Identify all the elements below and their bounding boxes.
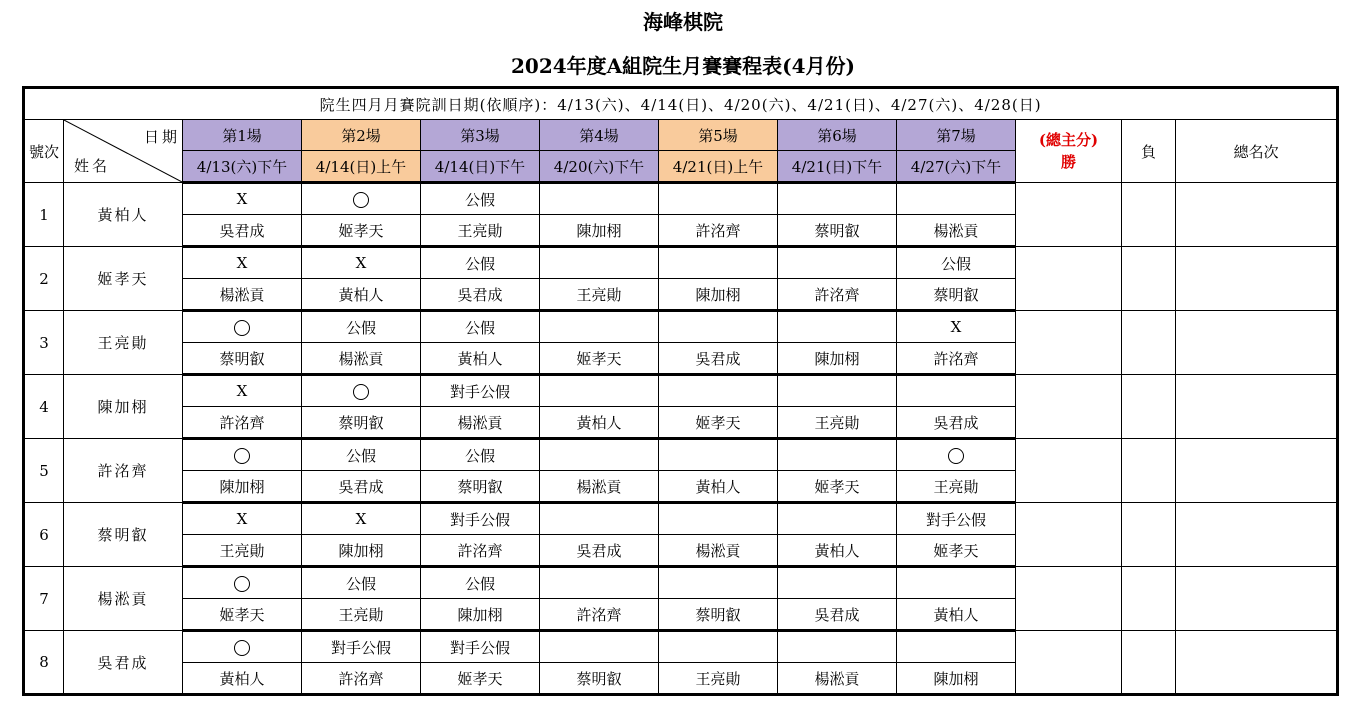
- opponent-cell: 吳君成: [659, 343, 778, 375]
- rank-cell: [1176, 375, 1338, 439]
- result-cell: [183, 567, 302, 599]
- player-number: 3: [24, 311, 64, 375]
- player-number: 4: [24, 375, 64, 439]
- player-result-row: [24, 247, 1338, 279]
- round-label-1: 第1場: [183, 120, 302, 151]
- round-date-4: 4/20(六)下午: [540, 151, 659, 183]
- opponent-cell: 黃柏人: [302, 279, 421, 311]
- player-result-row: [24, 375, 1338, 407]
- result-cell: 公假: [302, 567, 421, 599]
- result-cell: [540, 183, 659, 215]
- opponent-cell: 許洺齊: [659, 215, 778, 247]
- win-circle-icon: [234, 640, 250, 656]
- result-cell: [659, 503, 778, 535]
- opponent-cell: 許洺齊: [778, 279, 897, 311]
- opponent-cell: 姬孝天: [778, 471, 897, 503]
- result-cell: [778, 567, 897, 599]
- result-cell: [897, 439, 1016, 471]
- opponent-cell: 黃柏人: [659, 471, 778, 503]
- rank-cell: [1176, 247, 1338, 311]
- rank-cell: [1176, 567, 1338, 631]
- loss-cell: [1122, 439, 1176, 503]
- result-cell: [659, 183, 778, 215]
- opponent-cell: 許洺齊: [540, 599, 659, 631]
- player-name: 姬孝天: [64, 247, 183, 311]
- round-label-6: 第6場: [778, 120, 897, 151]
- opponent-cell: 吳君成: [540, 535, 659, 567]
- result-cell: 公假: [421, 567, 540, 599]
- opponent-cell: 王亮勛: [897, 471, 1016, 503]
- player-number: 6: [24, 503, 64, 567]
- points-cell: [1016, 311, 1122, 375]
- opponent-cell: 王亮勛: [540, 279, 659, 311]
- result-cell: [540, 375, 659, 407]
- points-cell: [1016, 631, 1122, 695]
- opponent-cell: 吳君成: [302, 471, 421, 503]
- result-cell: [540, 567, 659, 599]
- result-cell: [540, 439, 659, 471]
- opponent-cell: 黃柏人: [897, 599, 1016, 631]
- player-number: 5: [24, 439, 64, 503]
- opponent-cell: 陳加栩: [302, 535, 421, 567]
- result-cell: [540, 503, 659, 535]
- opponent-cell: 楊淞貢: [421, 407, 540, 439]
- result-cell: [778, 631, 897, 663]
- opponent-cell: 蔡明叡: [183, 343, 302, 375]
- opponent-cell: 楊淞貢: [778, 663, 897, 695]
- opponent-cell: 姬孝天: [659, 407, 778, 439]
- player-name: 黃柏人: [64, 183, 183, 247]
- opponent-cell: 王亮勛: [183, 535, 302, 567]
- opponent-cell: 許洺齊: [421, 535, 540, 567]
- player-name: 蔡明叡: [64, 503, 183, 567]
- player-number: 7: [24, 567, 64, 631]
- result-cell: X: [183, 503, 302, 535]
- org-title: 海峰棋院: [643, 10, 723, 34]
- points-cell: [1016, 503, 1122, 567]
- result-cell: X: [183, 183, 302, 215]
- result-cell: [897, 183, 1016, 215]
- result-cell: [659, 375, 778, 407]
- opponent-cell: 陳加栩: [421, 599, 540, 631]
- result-cell: [659, 439, 778, 471]
- opponent-cell: 蔡明叡: [659, 599, 778, 631]
- loss-cell: [1122, 503, 1176, 567]
- win-circle-icon: [234, 320, 250, 336]
- points-cell: [1016, 567, 1122, 631]
- result-cell: [897, 375, 1016, 407]
- opponent-cell: 黃柏人: [778, 535, 897, 567]
- opponent-cell: 陳加栩: [183, 471, 302, 503]
- opponent-cell: 楊淞貢: [183, 279, 302, 311]
- result-cell: 公假: [421, 311, 540, 343]
- opponent-cell: 姬孝天: [540, 343, 659, 375]
- name-label: 姓名: [74, 157, 111, 175]
- result-cell: [302, 183, 421, 215]
- result-cell: 公假: [421, 183, 540, 215]
- opponent-cell: 蔡明叡: [302, 407, 421, 439]
- win-circle-icon: [948, 448, 964, 464]
- result-cell: [659, 311, 778, 343]
- loss-cell: [1122, 375, 1176, 439]
- opponent-cell: 許洺齊: [302, 663, 421, 695]
- loss-cell: [1122, 631, 1176, 695]
- player-result-row: [24, 311, 1338, 343]
- result-cell: X: [183, 375, 302, 407]
- result-cell: 公假: [421, 247, 540, 279]
- result-cell: [302, 375, 421, 407]
- opponent-cell: 蔡明叡: [421, 471, 540, 503]
- opponent-cell: 姬孝天: [302, 215, 421, 247]
- opponent-cell: 許洺齊: [897, 343, 1016, 375]
- opponent-cell: 王亮勛: [778, 407, 897, 439]
- win-circle-icon: [353, 192, 369, 208]
- rank-cell: [1176, 311, 1338, 375]
- result-cell: [183, 631, 302, 663]
- round-label-3: 第3場: [421, 120, 540, 151]
- player-name: 陳加栩: [64, 375, 183, 439]
- opponent-cell: 王亮勛: [659, 663, 778, 695]
- opponent-cell: 蔡明叡: [897, 279, 1016, 311]
- player-name: 許洺齊: [64, 439, 183, 503]
- rank-cell: [1176, 631, 1338, 695]
- rank-header: 總名次: [1176, 120, 1338, 183]
- training-dates-line: 院生四月月賽院訓日期(依順序)：4/13(六)、4/14(日)、4/20(六)、4/21(日)、4/27(六)、4/28(日): [24, 88, 1338, 120]
- seq-header: 號次: [24, 120, 64, 183]
- round-date-2: 4/14(日)上午: [302, 151, 421, 183]
- opponent-cell: 吳君成: [778, 599, 897, 631]
- result-cell: 對手公假: [897, 503, 1016, 535]
- rank-cell: [1176, 439, 1338, 503]
- player-name: 王亮勛: [64, 311, 183, 375]
- opponent-cell: 楊淞貢: [540, 471, 659, 503]
- opponent-cell: 陳加栩: [540, 215, 659, 247]
- points-cell: [1016, 439, 1122, 503]
- opponent-cell: 蔡明叡: [778, 215, 897, 247]
- result-cell: [897, 631, 1016, 663]
- result-cell: [897, 567, 1016, 599]
- result-cell: [778, 247, 897, 279]
- result-cell: [659, 631, 778, 663]
- result-cell: 對手公假: [302, 631, 421, 663]
- result-cell: 公假: [421, 439, 540, 471]
- win-circle-icon: [234, 448, 250, 464]
- result-cell: [183, 311, 302, 343]
- player-number: 1: [24, 183, 64, 247]
- player-result-row: [24, 567, 1338, 599]
- player-name: 楊淞貢: [64, 567, 183, 631]
- opponent-cell: 王亮勛: [302, 599, 421, 631]
- opponent-cell: 吳君成: [897, 407, 1016, 439]
- opponent-cell: 黃柏人: [540, 407, 659, 439]
- opponent-cell: 姬孝天: [183, 599, 302, 631]
- result-cell: [778, 439, 897, 471]
- result-cell: X: [302, 503, 421, 535]
- loss-cell: [1122, 567, 1176, 631]
- round-date-1: 4/13(六)下午: [183, 151, 302, 183]
- round-date-6: 4/21(日)下午: [778, 151, 897, 183]
- result-cell: [540, 311, 659, 343]
- player-number: 8: [24, 631, 64, 695]
- rank-cell: [1176, 503, 1338, 567]
- result-cell: X: [183, 247, 302, 279]
- player-result-row: [24, 631, 1338, 663]
- player-number: 2: [24, 247, 64, 311]
- result-cell: [778, 183, 897, 215]
- loss-header: 負: [1122, 120, 1176, 183]
- result-cell: 公假: [302, 439, 421, 471]
- result-cell: 公假: [897, 247, 1016, 279]
- opponent-cell: 楊淞貢: [659, 535, 778, 567]
- win-circle-icon: [353, 384, 369, 400]
- date-name-header: [64, 120, 183, 183]
- result-cell: 對手公假: [421, 503, 540, 535]
- result-cell: 對手公假: [421, 375, 540, 407]
- result-cell: [778, 311, 897, 343]
- loss-cell: [1122, 247, 1176, 311]
- opponent-cell: 蔡明叡: [540, 663, 659, 695]
- opponent-cell: 姬孝天: [421, 663, 540, 695]
- points-cell: [1016, 375, 1122, 439]
- points-label: (總主分): [1038, 131, 1099, 149]
- opponent-cell: 陳加栩: [897, 663, 1016, 695]
- round-date-3: 4/14(日)下午: [421, 151, 540, 183]
- win-label: 勝: [1060, 153, 1076, 171]
- player-result-row: [24, 503, 1338, 535]
- opponent-cell: 王亮勛: [421, 215, 540, 247]
- opponent-cell: 陳加栩: [778, 343, 897, 375]
- date-label: 日期: [143, 128, 180, 146]
- result-cell: [659, 567, 778, 599]
- points-cell: [1016, 183, 1122, 247]
- round-label-2: 第2場: [302, 120, 421, 151]
- round-date-7: 4/27(六)下午: [897, 151, 1016, 183]
- result-cell: [659, 247, 778, 279]
- result-cell: [778, 503, 897, 535]
- opponent-cell: 黃柏人: [183, 663, 302, 695]
- opponent-cell: 許洺齊: [183, 407, 302, 439]
- points-win-header: [1016, 120, 1122, 183]
- player-name: 吳君成: [64, 631, 183, 695]
- points-cell: [1016, 247, 1122, 311]
- result-cell: X: [897, 311, 1016, 343]
- opponent-cell: 吳君成: [183, 215, 302, 247]
- round-label-4: 第4場: [540, 120, 659, 151]
- opponent-cell: 楊淞貢: [897, 215, 1016, 247]
- player-result-row: [24, 183, 1338, 215]
- result-cell: X: [302, 247, 421, 279]
- opponent-cell: 姬孝天: [897, 535, 1016, 567]
- result-cell: 公假: [302, 311, 421, 343]
- opponent-cell: 陳加栩: [659, 279, 778, 311]
- round-label-7: 第7場: [897, 120, 1016, 151]
- result-cell: [778, 375, 897, 407]
- win-circle-icon: [234, 576, 250, 592]
- schedule-title: 2024年度A組院生月賽賽程表(4月份): [510, 54, 856, 78]
- schedule-table: [22, 86, 1339, 696]
- result-cell: [183, 439, 302, 471]
- round-date-5: 4/21(日)上午: [659, 151, 778, 183]
- opponent-cell: 楊淞貢: [302, 343, 421, 375]
- result-cell: 對手公假: [421, 631, 540, 663]
- player-result-row: [24, 439, 1338, 471]
- loss-cell: [1122, 183, 1176, 247]
- round-label-5: 第5場: [659, 120, 778, 151]
- result-cell: [540, 631, 659, 663]
- loss-cell: [1122, 311, 1176, 375]
- opponent-cell: 黃柏人: [421, 343, 540, 375]
- opponent-cell: 吳君成: [421, 279, 540, 311]
- rank-cell: [1176, 183, 1338, 247]
- result-cell: [540, 247, 659, 279]
